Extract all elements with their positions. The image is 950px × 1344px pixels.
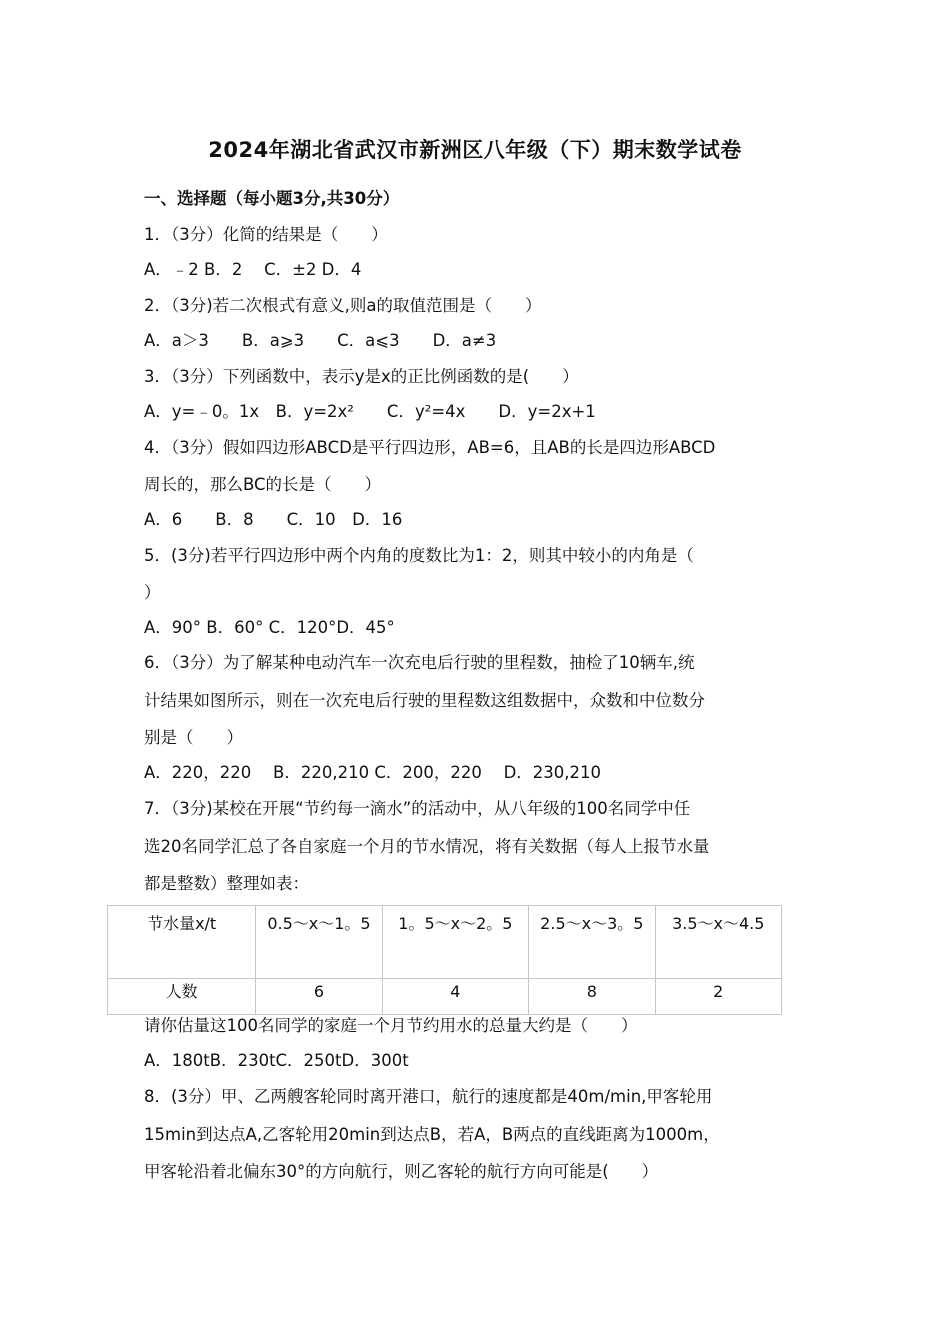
table-row [108,979,782,1015]
q1-stem: 1．（3分）化简的结果是（ ） [144,225,388,244]
q3-stem: 3．（3分）下列函数中，表示y是x的正比例函数的是( ） [144,367,579,386]
q6-stem-line2: 计结果如图所示，则在一次充电后行驶的里程数这组数据中，众数和中位数分 [144,691,705,710]
q7-stem-line1: 7．（3分)某校在开展“节约每一滴水”的活动中，从八年级的100名同学中任 [144,799,691,818]
table-header-row [108,906,782,979]
q6-stem-line3: 别是（ ） [144,728,243,747]
exam-title: 2024年湖北省武汉市新洲区八年级（下）期末数学试卷 [208,138,742,162]
q5-options: A．90° B．60° C．120°D．45° [144,618,395,637]
section-heading: 一、选择题（每小题3分,共30分） [144,189,400,208]
water-saving-table [107,905,782,1015]
q4-options: A．6 B．8 C．10 D．16 [144,510,403,529]
q7-options: A．180tB．230tC．250tD．300t [144,1051,409,1070]
table-header-cell: 1。5～x～2。5 [382,906,528,979]
q5-stem-line1: 5．(3分)若平行四边形中两个内角的度数比为1：2，则其中较小的内角是（ [144,546,694,565]
q8-stem-line2: 15min到达点A,乙客轮用20min到达点B，若A，B两点的直线距离为1000m， [144,1125,720,1144]
q7-stem-line3: 都是整数）整理如表： [144,874,309,893]
q8-stem-line1: 8．(3分）甲、乙两艘客轮同时离开港口，航行的速度都是40m/min,甲客轮用 [144,1087,713,1106]
q5-stem-line2: ） [144,583,161,602]
q2-options: A．a＞3 B．a⩾3 C．a⩽3 D．a≠3 [144,331,497,350]
q7-question: 请你估量这100名同学的家庭一个月节约用水的总量大约是（ ） [144,1016,638,1035]
table-cell: 4 [382,979,528,1015]
q4-stem-line1: 4．（3分）假如四边形ABCD是平行四边形，AB=6，且AB的长是四边形ABCD [144,438,716,457]
q8-stem-line3: 甲客轮沿着北偏东30°的方向航行，则乙客轮的航行方向可能是( ） [144,1162,659,1181]
table-cell: 2 [655,979,781,1015]
table-header-cell: 节水量x/t [108,906,256,979]
q6-options: A．220，220 B．220,210 C．200，220 D．230,210 [144,763,602,782]
table-header-cell: 3.5～x～4.5 [655,906,781,979]
q7-stem-line2: 选20名同学汇总了各自家庭一个月的节水情况，将有关数据（每人上报节水量 [144,837,710,856]
q3-options: A．y=﹣0。1x B．y=2x² C．y²=4x D．y=2x+1 [144,402,596,421]
q1-options: A．﹣2 B．2 C．±2 D．4 [144,260,362,279]
q6-stem-line1: 6．（3分）为了解某种电动汽车一次充电后行驶的里程数，抽检了10辆车,统 [144,653,695,672]
table-header-cell: 0.5～x～1。5 [256,906,382,979]
q4-stem-line2: 周长的，那么BC的长是（ ） [144,475,382,494]
table-header-cell: 2.5～x～3。5 [529,906,655,979]
table-cell: 6 [256,979,382,1015]
table-row-label: 人数 [108,979,256,1015]
q2-stem: 2．（3分)若二次根式有意义,则a的取值范围是（ ） [144,296,542,315]
table-cell: 8 [529,979,655,1015]
